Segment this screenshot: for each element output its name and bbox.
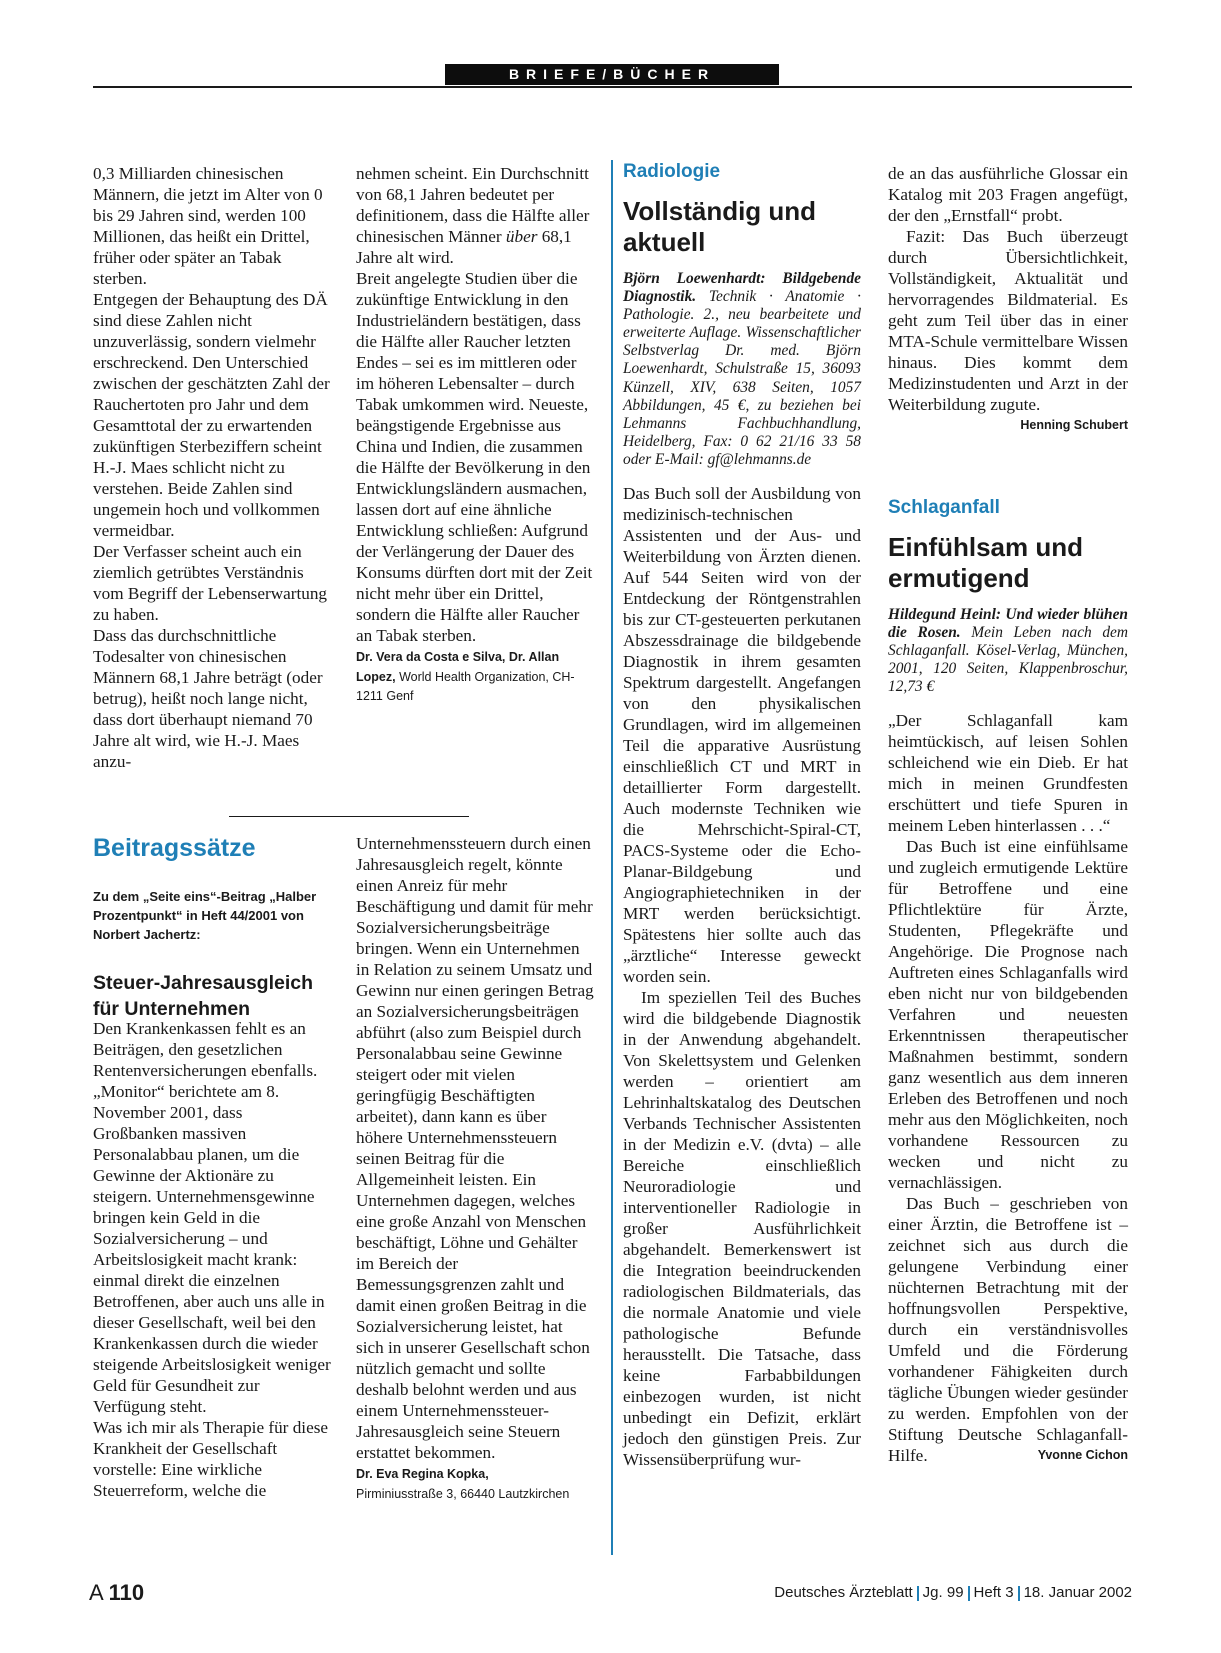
- divider: [229, 816, 469, 817]
- paragraph: Das Buch soll der Ausbildung von medizinisch-technischen Assistenten und der Aus- und Weiterbildung von Ärzten dienen. Auf 544 Seiten wird von der Entdeckung der Röntgenstrahlen bis zur CT-gesteuerten perkutanen Abszessdrainage die bildgebende Diagnostik in ihrem gesamten Spektrum dargestellt. Angefangen von den physikalischen Grundlagen, wird im allgemeinen Teil die apparative Ausrüstung einschließlich CT und MRT in detaillierter Form dargestellt. Auch modernste Techniken wie die Mehrschicht-Spiral-CT, PACS-Systeme oder die Echo-Planar-Bildgebung und Angiographietechniken in der MRT werden berücksichtigt. Spätestens hier sollte auch das „ärztliche“ Interesse geweckt worden sein.: [623, 484, 861, 987]
- review-author: Henning Schubert: [1020, 418, 1128, 432]
- separator: [968, 1586, 970, 1601]
- review-author: Yvonne Cichon: [1037, 1448, 1128, 1463]
- paragraph: Im speziellen Teil des Buches wird die bildgebende Diagnostik in der Anwendung abgehandelt. Von Skelettsystem und Gelenken werden – orientiert am Lehrinhaltskatalog des Deutschen Verbands Technischer Assistenten in der Medizin e.V. (dvta) – alle Bereiche einschließlich Neuroradiologie und interventioneller Radiologie in großer Ausführlichkeit abgehandelt. Bemerkenswert ist die Integration beeindruckenden radiologischen Bildmaterials, das die normale Anatomie und viele pathologische Befunde herausstellt. Die Tatsache, dass keine Farbabbildungen einbezogen wurden, ist nicht unbedingt ein Defizit, erklärt jedoch den günstigen Preis. Zur Wissensüberprüfung wur-: [623, 988, 861, 1470]
- signature-address: Pirminiusstraße 3, 66440 Lautzkirchen: [356, 1486, 570, 1501]
- schlaganfall-review: [888, 496, 1128, 1466]
- signature: [356, 648, 594, 707]
- paragraph: 0,3 Milliarden chinesischen Männern, die jetzt im Alter von 0 bis 29 Jahren sind, werden 100 Millionen, das heißt ein Drittel, früher oder später an Tabak sterben.: [93, 164, 323, 288]
- text-run: 68,1 Jahre alt wird.: [356, 227, 572, 267]
- signature-affiliation: World Health Organization, CH-1211 Genf: [356, 669, 575, 704]
- review-kicker: Schlaganfall: [888, 497, 1000, 518]
- letter-continuation-col2: [356, 163, 594, 707]
- paragraph: Das Buch ist eine einfühlsame und zugleich ermutigende Lektüre für Betroffene und eine Pflichtlektüre für Ärzte, Studenten, Pflegekräfte und Angehörige. Die Prognose nach Auftreten eines Schlaganfalls wird eben nicht nur von bildgebenden Verfahren und neuesten Erkenntnissen therapeutischer Maßnahmen bestimmt, sondern ganz wesentlich aus dem inneren Erleben des Betroffenen und noch mehr aus den Möglichkeiten, noch vorhandene Ressourcen zu wecken und nicht zu vernachlässigen.: [888, 837, 1128, 1193]
- signature: [356, 1465, 594, 1504]
- signature-name: Dr. Eva Regina Kopka,: [356, 1467, 489, 1481]
- paragraph: Der Verfasser scheint auch ein ziemlich getrübtes Verständnis vom Begriff der Lebenserwartung zu haben.: [93, 542, 328, 624]
- book-author-title: Hildegund Heinl: Und wieder blühen die Rosen.: [888, 606, 1128, 642]
- page-prefix: A: [89, 1580, 103, 1605]
- letter-subhead: Steuer-Jahresausgleich für Unternehmen: [93, 972, 314, 1020]
- radiologie-continuation: [888, 163, 1128, 436]
- review-kicker: Radiologie: [623, 161, 721, 182]
- bibliography: [888, 606, 1128, 696]
- page-number: [89, 1580, 144, 1606]
- bibliography: [623, 270, 861, 469]
- beitrag-col1: [93, 1018, 331, 1501]
- paragraph: [356, 163, 594, 268]
- review-title: Einfühlsam und ermutigend: [888, 532, 1083, 593]
- issue: Heft 3: [973, 1584, 1014, 1601]
- paragraph: Entgegen der Behauptung des DÄ sind diese Zahlen nicht unzuverlässig, sondern vielmehr erschreckend. Den Unterschied zwischen der geschätzten Zahl der Rauchertoten pro Jahr und dem Gesamttotal der zu erwartenden zukünftigen Sterbeziffern scheint H.-J. Maes schlicht nicht zu verstehen. Beide Zahlen sind ungemein hoch und vollkommen vermeidbar.: [93, 290, 330, 540]
- text-run: nehmen scheint. Ein Durchschnitt von 68,1 Jahren bedeutet per definitionem, dass die Hälfte aller chinesischen Männer: [356, 164, 590, 246]
- paragraph: de an das ausführliche Glossar ein Katalog mit 203 Fragen angefügt, der den „Ernstfall“ probt.: [888, 164, 1128, 225]
- journal-name: Deutsches Ärzteblatt: [774, 1584, 913, 1601]
- beitrag-col2: [356, 833, 594, 1504]
- text-run: Fazit: Das Buch überzeugt durch Übersichtlichkeit, Vollständigkeit, Aktualität und hervorragendes Bildmaterial. Es geht zum Teil über das in einer MTA-Schule vermittelbare Wissen hinaus. Dies kommt dem Medizinstudenten und Arzt in der Weiterbildung zugute.: [888, 227, 1128, 414]
- reference-note: Zu dem „Seite eins“-Beitrag „Halber Prozentpunkt“ in Heft 44/2001 von Norbert Jachertz:: [93, 889, 317, 942]
- page-number-value: 110: [108, 1580, 145, 1605]
- paragraph: Unternehmenssteuern durch einen Jahresausgleich regelt, könnte einen Anreiz für mehr Beschäftigung und damit für mehr Sozialversicherungsbeiträge bringen. Wenn ein Unternehmen in Relation zu seinem Umsatz und Gewinn nur einen geringen Betrag an Sozialversicherungsbeiträgen abführt (also zum Beispiel durch Personalabbau seine Gewinne steigert oder mit vielen geringfügig Beschäftigten arbeitet), dann kann es über höhere Unternehmenssteuern seinen Beitrag für die Allgemeinheit leisten. Ein Unternehmen dagegen, welches eine große Anzahl von Menschen beschäftigt, Löhne und Gehälter im Bereich der Bemessungsgrenzen zahlt und damit einen großen Beitrag in die Sozialversicherung leistet, hat sich in unserer Gesellschaft schon nützlich gemacht und sollte deshalb belohnt werden und aus einem Unternehmenssteuer-Jahresausgleich seine Steuern erstattet bekommen.: [356, 834, 594, 1462]
- article-title: Beitragssätze: [93, 834, 256, 862]
- separator: [1018, 1586, 1020, 1601]
- paragraph: Dass das durchschnittliche Todesalter von chinesischen Männern 68,1 Jahre beträgt (oder betrug), heißt noch lange nicht, dass dort überhaupt niemand 70 Jahre alt wird, wie H.-J. Maes anzu-: [93, 626, 323, 771]
- review-body: [623, 483, 861, 1470]
- paragraph: Den Krankenkassen fehlt es an Beiträgen, den gesetzlichen Rentenversicherungen ebenfalls. „Monitor“ berichtete am 8. November 2001, dass Großbanken massiven Personalabbau planen, um die Gewinne der Aktionäre zu steigern. Unternehmensgewinne bringen kein Geld in die Sozialversicherung – und Arbeitslosigkeit macht krank: einmal direkt die einzelnen Betroffenen, aber auch uns alle in dieser Gesellschaft, weil bei den Krankenkassen durch die wieder steigende Arbeitslosigkeit weniger Geld für Gesundheit zur Verfügung steht.: [93, 1019, 331, 1416]
- book-details: Technik · Anatomie · Pathologie. 2., neu bearbeitete und erweiterte Auflage. Wissenschaftlicher Selbstverlag Dr. med. Björn Loewenhardt, Schulstraße 15, 36093 Künzell, XIV, 638 Seiten, 1057 Abbildungen, 45 €, zu beziehen bei Lehmanns Fachbuchhandlung, Heidelberg, Fax: 0 62 21/16 33 58 oder E-Mail: gf@lehmanns.de: [623, 288, 861, 468]
- header-rule: [93, 86, 1132, 88]
- emphasis: über: [505, 227, 538, 246]
- volume: Jg. 99: [922, 1584, 964, 1601]
- beitrag-header: [93, 833, 333, 1022]
- paragraph: Breit angelegte Studien über die zukünftige Entwicklung in den Industrieländern bestätigen, dass die Hälfte aller Raucher letzten Endes – sei es im mittleren oder im höheren Lebensalter – durch Tabak umkommen wird. Neueste, beängstigende Ergebnisse aus China und Indien, die zusammen die Hälfte der Bevölkerung in den Entwicklungsländern ausmachen, lassen dort auf eine ähnliche Entwicklung schließen: Aufgrund der Verlängerung der Dauer des Konsums dürften dort mit der Zeit nicht mehr über ein Drittel, sondern die Hälfte aller Raucher an Tabak sterben.: [356, 269, 593, 645]
- column-rule: [611, 160, 613, 1555]
- book-details: Mein Leben nach dem Schlaganfall. Kösel-Verlag, München, 2001, 120 Seiten, Klappenbroschur, 12,73 €: [888, 624, 1128, 696]
- letter-continuation-col1: [93, 163, 331, 772]
- review-body: [888, 710, 1128, 1466]
- paragraph: [888, 1193, 1128, 1466]
- section-header: BRIEFE/BÜCHER: [445, 64, 779, 85]
- signature-name: Dr. Vera da Costa e Silva, Dr. Allan Lopez,: [356, 650, 560, 684]
- paragraph: „Der Schlaganfall kam heimtückisch, auf leisen Sohlen schleichend wie ein Dieb. Er hat mich in meinen Grundfesten erschüttert und tiefe Spuren in meinem Leben hinterlassen . . .“: [888, 711, 1128, 836]
- paragraph: [888, 226, 1128, 432]
- paragraph: Was ich mir als Therapie für diese Krankheit der Gesellschaft vorstelle: Eine wirkliche Steuerreform, welche die: [93, 1418, 329, 1500]
- radiologie-review: [623, 160, 861, 1470]
- separator: [917, 1586, 919, 1601]
- date: 18. Januar 2002: [1023, 1584, 1132, 1601]
- journal-footer: [774, 1584, 1132, 1601]
- book-author-title: Björn Loewenhardt: Bildgebende Diagnostik.: [623, 270, 861, 306]
- review-title: Vollständig und aktuell: [623, 196, 817, 257]
- text-run: Das Buch – geschrieben von einer Ärztin, die Betroffene ist – zeichnet sich aus durch die gelungene Verbindung einer nüchternen Betrachtung mit der hoffnungsvollen Perspektive, durch ein verständnisvolles Umfeld und die Förderung vorhandener Fähigkeiten durch tägliche Übungen wieder gesünder zu werden. Empfohlen von der Stiftung Deutsche Schlaganfall-Hilfe.: [888, 1194, 1128, 1466]
